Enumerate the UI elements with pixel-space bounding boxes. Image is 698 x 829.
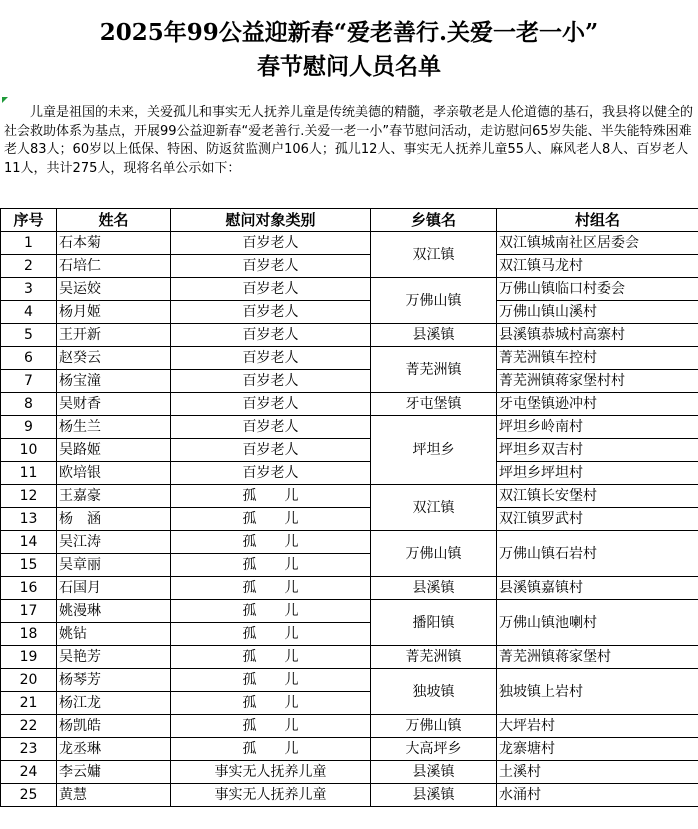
- row-village-name: 龙寨塘村: [497, 738, 698, 761]
- row-visit-category: 百岁老人: [171, 462, 371, 485]
- table-row: [1, 646, 698, 669]
- row-serial-number: 13: [1, 508, 57, 531]
- row-village-name: 双江镇罗武村: [497, 508, 698, 531]
- row-visit-category: 孤 儿: [171, 738, 371, 761]
- row-town-name: 坪坦乡: [371, 416, 497, 485]
- table-row: [1, 531, 698, 554]
- row-person-name: 王开新: [57, 324, 171, 347]
- table-body: [1, 232, 698, 807]
- table-row: [1, 393, 698, 416]
- table-row: [1, 255, 698, 278]
- row-visit-category: 孤 儿: [171, 508, 371, 531]
- row-serial-number: 20: [1, 669, 57, 692]
- table-row: [1, 416, 698, 439]
- row-village-name: 菁芜洲镇车控村: [497, 347, 698, 370]
- table-row: [1, 485, 698, 508]
- table-row: [1, 462, 698, 485]
- row-visit-category: 孤 儿: [171, 600, 371, 623]
- row-serial-number: 6: [1, 347, 57, 370]
- table-row: [1, 370, 698, 393]
- table-row: [1, 761, 698, 784]
- row-person-name: 杨凯皓: [57, 715, 171, 738]
- row-serial-number: 25: [1, 784, 57, 807]
- row-visit-category: 孤 儿: [171, 646, 371, 669]
- row-serial-number: 7: [1, 370, 57, 393]
- header-name: 姓名: [57, 209, 171, 232]
- row-person-name: 吴路姬: [57, 439, 171, 462]
- row-village-name: 县溪镇恭城村高寨村: [497, 324, 698, 347]
- row-serial-number: 3: [1, 278, 57, 301]
- header-visit-category: 慰问对象类别: [171, 209, 371, 232]
- row-person-name: 吴运姣: [57, 278, 171, 301]
- row-town-name: 大高坪乡: [371, 738, 497, 761]
- row-serial-number: 9: [1, 416, 57, 439]
- row-town-name: 独坡镇: [371, 669, 497, 715]
- row-person-name: 吴财香: [57, 393, 171, 416]
- table-row: [1, 784, 698, 807]
- row-visit-category: 孤 儿: [171, 485, 371, 508]
- row-visit-category: 百岁老人: [171, 255, 371, 278]
- document-title-line-1: 2025年99公益迎新春“爱老善行.关爱一老一小”: [99, 19, 599, 46]
- row-visit-category: 百岁老人: [171, 393, 371, 416]
- table-row: [1, 439, 698, 462]
- intro-paragraph: 儿童是祖国的未来，关爱孤儿和事实无人抚养儿童是传统美德的精髓，孝亲敬老是人伦道德的基石，我县将以健全的社会救助体系为基点，开展99公益迎新春“爱老善行.关爱一老一小”春节慰问活动，走访慰问65岁失能、半失能特殊困难老人83人；60岁以上低保、特困、防返贫监测户106人；孤儿12人、事实无人抚养儿童55人、麻风老人8人、百岁老人11人，共计275人，现将名单公示如下：: [4, 105, 694, 176]
- row-person-name: 杨江龙: [57, 692, 171, 715]
- row-person-name: 吴艳芳: [57, 646, 171, 669]
- row-village-name: 菁芜洲镇蒋家堡村村: [497, 370, 698, 393]
- row-serial-number: 17: [1, 600, 57, 623]
- recipient-table: [0, 208, 698, 807]
- row-person-name: 石培仁: [57, 255, 171, 278]
- row-person-name: 黄慧: [57, 784, 171, 807]
- row-person-name: 李云嫞: [57, 761, 171, 784]
- row-person-name: 吴江涛: [57, 531, 171, 554]
- row-village-name: 坪坦乡双吉村: [497, 439, 698, 462]
- table-row: [1, 577, 698, 600]
- row-person-name: 杨生兰: [57, 416, 171, 439]
- row-visit-category: 百岁老人: [171, 324, 371, 347]
- row-visit-category: 孤 儿: [171, 531, 371, 554]
- row-serial-number: 24: [1, 761, 57, 784]
- row-village-name: 双江镇城南社区居委会: [497, 232, 698, 255]
- header-serial-number: 序号: [1, 209, 57, 232]
- row-serial-number: 19: [1, 646, 57, 669]
- row-visit-category: 孤 儿: [171, 715, 371, 738]
- table-header-row: [1, 209, 698, 232]
- row-person-name: 赵癸云: [57, 347, 171, 370]
- row-town-name: 县溪镇: [371, 577, 497, 600]
- row-person-name: 吴章丽: [57, 554, 171, 577]
- row-town-name: 双江镇: [371, 485, 497, 531]
- row-visit-category: 孤 儿: [171, 669, 371, 692]
- row-person-name: 姚钻: [57, 623, 171, 646]
- row-serial-number: 16: [1, 577, 57, 600]
- row-village-name: 双江镇马龙村: [497, 255, 698, 278]
- table-row: [1, 669, 698, 692]
- cell-corner-marker: [2, 97, 8, 103]
- row-serial-number: 8: [1, 393, 57, 416]
- table-row: [1, 347, 698, 370]
- row-person-name: 杨 涵: [57, 508, 171, 531]
- document-title-line-2: 春节慰问人员名单: [257, 53, 441, 80]
- row-village-name: 坪坦乡坪坦村: [497, 462, 698, 485]
- row-person-name: 杨宝潼: [57, 370, 171, 393]
- row-town-name: 县溪镇: [371, 784, 497, 807]
- row-person-name: 姚漫琳: [57, 600, 171, 623]
- row-visit-category: 事实无人抚养儿童: [171, 761, 371, 784]
- row-village-name: 坪坦乡岭南村: [497, 416, 698, 439]
- row-person-name: 欧培银: [57, 462, 171, 485]
- table-row: [1, 715, 698, 738]
- row-town-name: 双江镇: [371, 232, 497, 278]
- row-serial-number: 10: [1, 439, 57, 462]
- document-header: [0, 0, 698, 96]
- row-village-name: 土溪村: [497, 761, 698, 784]
- row-village-name: 水涌村: [497, 784, 698, 807]
- row-serial-number: 1: [1, 232, 57, 255]
- row-serial-number: 15: [1, 554, 57, 577]
- row-person-name: 杨琴芳: [57, 669, 171, 692]
- row-person-name: 龙丞琳: [57, 738, 171, 761]
- row-village-name: 牙屯堡镇逊冲村: [497, 393, 698, 416]
- row-village-name: 万佛山镇临口村委会: [497, 278, 698, 301]
- row-serial-number: 5: [1, 324, 57, 347]
- row-village-name: 万佛山镇石岩村: [497, 531, 698, 577]
- row-town-name: 菁芜洲镇: [371, 347, 497, 393]
- row-visit-category: 事实无人抚养儿童: [171, 784, 371, 807]
- row-village-name: 大坪岩村: [497, 715, 698, 738]
- table-row: [1, 324, 698, 347]
- row-village-name: 县溪镇嘉镇村: [497, 577, 698, 600]
- row-village-name: 万佛山镇山溪村: [497, 301, 698, 324]
- row-serial-number: 4: [1, 301, 57, 324]
- row-serial-number: 12: [1, 485, 57, 508]
- row-visit-category: 孤 儿: [171, 554, 371, 577]
- row-village-name: 独坡镇上岩村: [497, 669, 698, 715]
- row-visit-category: 孤 儿: [171, 623, 371, 646]
- row-serial-number: 22: [1, 715, 57, 738]
- row-person-name: 王嘉豪: [57, 485, 171, 508]
- table-row: [1, 232, 698, 255]
- row-visit-category: 百岁老人: [171, 347, 371, 370]
- row-town-name: 万佛山镇: [371, 715, 497, 738]
- row-village-name: 菁芜洲镇蒋家堡村: [497, 646, 698, 669]
- header-village: 村组名: [497, 209, 698, 232]
- row-serial-number: 21: [1, 692, 57, 715]
- row-visit-category: 百岁老人: [171, 370, 371, 393]
- row-visit-category: 百岁老人: [171, 301, 371, 324]
- row-serial-number: 14: [1, 531, 57, 554]
- header-town: 乡镇名: [371, 209, 497, 232]
- row-visit-category: 百岁老人: [171, 232, 371, 255]
- row-village-name: 双江镇长安堡村: [497, 485, 698, 508]
- row-town-name: 牙屯堡镇: [371, 393, 497, 416]
- row-person-name: 杨月姬: [57, 301, 171, 324]
- row-serial-number: 23: [1, 738, 57, 761]
- row-serial-number: 2: [1, 255, 57, 278]
- row-visit-category: 孤 儿: [171, 692, 371, 715]
- table-row: [1, 278, 698, 301]
- table-row: [1, 301, 698, 324]
- row-visit-category: 百岁老人: [171, 416, 371, 439]
- row-person-name: 石国月: [57, 577, 171, 600]
- row-town-name: 菁芜洲镇: [371, 646, 497, 669]
- row-town-name: 万佛山镇: [371, 531, 497, 577]
- row-town-name: 县溪镇: [371, 761, 497, 784]
- row-town-name: 县溪镇: [371, 324, 497, 347]
- table-row: [1, 508, 698, 531]
- row-person-name: 石本菊: [57, 232, 171, 255]
- row-visit-category: 孤 儿: [171, 577, 371, 600]
- row-town-name: 播阳镇: [371, 600, 497, 646]
- row-visit-category: 百岁老人: [171, 278, 371, 301]
- row-serial-number: 11: [1, 462, 57, 485]
- table-row: [1, 600, 698, 623]
- table-row: [1, 738, 698, 761]
- row-serial-number: 18: [1, 623, 57, 646]
- row-village-name: 万佛山镇池喇村: [497, 600, 698, 646]
- row-town-name: 万佛山镇: [371, 278, 497, 324]
- row-visit-category: 百岁老人: [171, 439, 371, 462]
